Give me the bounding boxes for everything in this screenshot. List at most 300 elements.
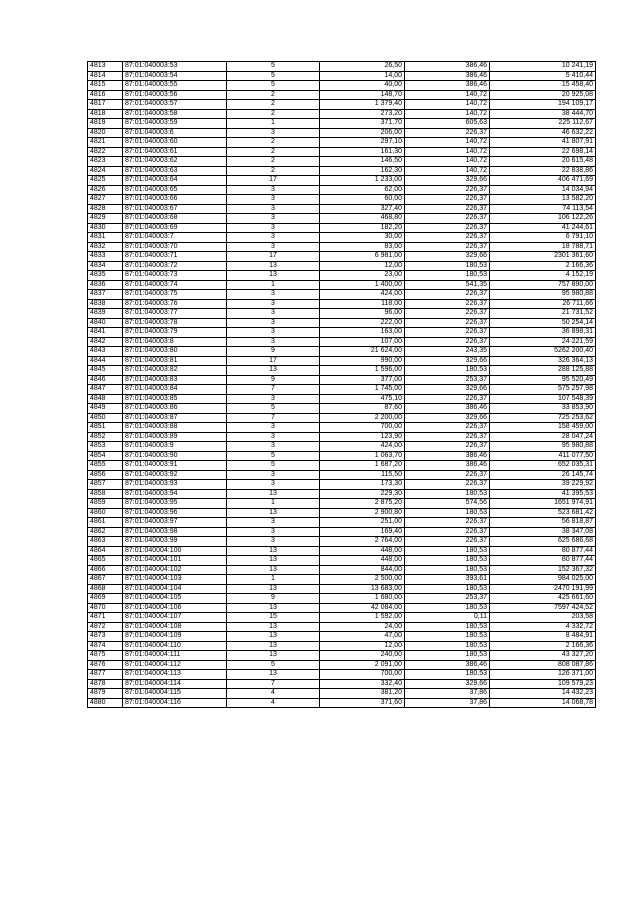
cadastral-value-cell: 22 698,14 [490, 147, 596, 157]
cadastral-value-cell: 14 034,94 [490, 185, 596, 195]
specific-value-cell: 140,72 [405, 138, 490, 148]
row-number-cell: 4849 [88, 404, 123, 414]
cadastral-value-cell: 43 327,20 [490, 651, 596, 661]
cadastral-number-cell: 87:01:040003:88 [123, 423, 227, 433]
area-cell: 240,00 [320, 651, 405, 661]
group-code-cell: 13 [227, 546, 320, 556]
area-cell: 12,00 [320, 261, 405, 271]
cadastral-value-cell: 4 152,19 [490, 271, 596, 281]
specific-value-cell: 226,37 [405, 204, 490, 214]
group-code-cell: 5 [227, 451, 320, 461]
row-number-cell: 4875 [88, 651, 123, 661]
table-row [88, 404, 596, 414]
cadastral-number-cell: 87:01:040004:108 [123, 622, 227, 632]
specific-value-cell: 393,61 [405, 575, 490, 585]
group-code-cell: 4 [227, 689, 320, 699]
cadastral-number-cell: 87:01:040003:72 [123, 261, 227, 271]
area-cell: 990,00 [320, 356, 405, 366]
specific-value-cell: 0,11 [405, 613, 490, 623]
row-number-cell: 4860 [88, 508, 123, 518]
specific-value-cell: 226,37 [405, 423, 490, 433]
area-cell: 21 624,00 [320, 347, 405, 357]
specific-value-cell: 180,53 [405, 584, 490, 594]
group-code-cell: 13 [227, 670, 320, 680]
cadastral-number-cell: 87:01:040004:103 [123, 575, 227, 585]
cadastral-number-cell: 87:01:040004:113 [123, 670, 227, 680]
group-code-cell: 3 [227, 128, 320, 138]
table-row [88, 242, 596, 252]
area-cell: 381,20 [320, 689, 405, 699]
table-row [88, 119, 596, 129]
cadastral-value-cell: 46 632,22 [490, 128, 596, 138]
area-cell: 115,50 [320, 470, 405, 480]
specific-value-cell: 180,53 [405, 603, 490, 613]
area-cell: 40,00 [320, 81, 405, 91]
cadastral-number-cell: 87:01:040003:87 [123, 413, 227, 423]
group-code-cell: 5 [227, 71, 320, 81]
table-row [88, 271, 596, 281]
group-code-cell: 13 [227, 584, 320, 594]
area-cell: 24,00 [320, 622, 405, 632]
row-number-cell: 4825 [88, 176, 123, 186]
area-cell: 700,00 [320, 670, 405, 680]
cadastral-value-cell: 7597 424,52 [490, 603, 596, 613]
specific-value-cell: 180,53 [405, 622, 490, 632]
group-code-cell: 13 [227, 632, 320, 642]
specific-value-cell: 226,37 [405, 527, 490, 537]
table-row [88, 613, 596, 623]
row-number-cell: 4878 [88, 679, 123, 689]
table-row [88, 318, 596, 328]
group-code-cell: 3 [227, 318, 320, 328]
row-number-cell: 4820 [88, 128, 123, 138]
specific-value-cell: 180,53 [405, 556, 490, 566]
cadastral-number-cell: 87:01:040004:105 [123, 594, 227, 604]
row-number-cell: 4828 [88, 204, 123, 214]
cadastral-value-cell: 20 925,08 [490, 90, 596, 100]
area-cell: 87,60 [320, 404, 405, 414]
cadastral-number-cell: 87:01:040004:115 [123, 689, 227, 699]
row-number-cell: 4856 [88, 470, 123, 480]
specific-value-cell: 140,72 [405, 157, 490, 167]
group-code-cell: 2 [227, 100, 320, 110]
table-row [88, 252, 596, 262]
cadastral-number-cell: 87:01:040003:6 [123, 128, 227, 138]
group-code-cell: 3 [227, 328, 320, 338]
group-code-cell: 5 [227, 461, 320, 471]
specific-value-cell: 243,35 [405, 347, 490, 357]
cadastral-value-cell: 95 980,88 [490, 290, 596, 300]
cadastral-value-cell: 18 788,71 [490, 242, 596, 252]
cadastral-value-cell: 158 459,00 [490, 423, 596, 433]
row-number-cell: 4835 [88, 271, 123, 281]
row-number-cell: 4872 [88, 622, 123, 632]
cadastral-number-cell: 87:01:040003:60 [123, 138, 227, 148]
cadastral-number-cell: 87:01:040003:94 [123, 489, 227, 499]
group-code-cell: 3 [227, 290, 320, 300]
specific-value-cell: 226,37 [405, 290, 490, 300]
table-row [88, 223, 596, 233]
table-row [88, 518, 596, 528]
cadastral-number-cell: 87:01:040003:96 [123, 508, 227, 518]
row-number-cell: 4876 [88, 660, 123, 670]
group-code-cell: 3 [227, 233, 320, 243]
cadastral-value-cell: 5 410,44 [490, 71, 596, 81]
group-code-cell: 3 [227, 195, 320, 205]
specific-value-cell: 226,37 [405, 242, 490, 252]
area-cell: 251,00 [320, 518, 405, 528]
row-number-cell: 4873 [88, 632, 123, 642]
group-code-cell: 3 [227, 185, 320, 195]
group-code-cell: 1 [227, 280, 320, 290]
table-row [88, 375, 596, 385]
cadastral-value-cell: 326 364,13 [490, 356, 596, 366]
area-cell: 161,30 [320, 147, 405, 157]
cadastral-value-cell: 21 731,52 [490, 309, 596, 319]
row-number-cell: 4864 [88, 546, 123, 556]
cadastral-number-cell: 87:01:040003:76 [123, 299, 227, 309]
area-cell: 1 400,00 [320, 280, 405, 290]
group-code-cell: 3 [227, 204, 320, 214]
table-row [88, 309, 596, 319]
cadastral-number-cell: 87:01:040003:55 [123, 81, 227, 91]
cadastral-value-cell: 6 791,10 [490, 233, 596, 243]
table-row [88, 204, 596, 214]
table-row [88, 280, 596, 290]
table-row [88, 698, 596, 708]
specific-value-cell: 226,37 [405, 233, 490, 243]
group-code-cell: 13 [227, 556, 320, 566]
group-code-cell: 9 [227, 347, 320, 357]
row-number-cell: 4829 [88, 214, 123, 224]
cadastral-value-cell: 8 484,91 [490, 632, 596, 642]
specific-value-cell: 226,37 [405, 480, 490, 490]
specific-value-cell: 226,37 [405, 337, 490, 347]
row-number-cell: 4871 [88, 613, 123, 623]
area-cell: 297,10 [320, 138, 405, 148]
table-body [88, 62, 596, 708]
specific-value-cell: 180,53 [405, 565, 490, 575]
cadastral-value-cell: 95 980,88 [490, 442, 596, 452]
cadastral-value-cell: 80 877,44 [490, 556, 596, 566]
specific-value-cell: 226,37 [405, 328, 490, 338]
cadastral-number-cell: 87:01:040003:7 [123, 233, 227, 243]
area-cell: 327,40 [320, 204, 405, 214]
cadastral-number-cell: 87:01:040004:111 [123, 651, 227, 661]
group-code-cell: 13 [227, 489, 320, 499]
area-cell: 844,00 [320, 565, 405, 575]
group-code-cell: 13 [227, 641, 320, 651]
row-number-cell: 4861 [88, 518, 123, 528]
table-row [88, 366, 596, 376]
area-cell: 448,00 [320, 556, 405, 566]
group-code-cell: 2 [227, 138, 320, 148]
area-cell: 2 875,20 [320, 499, 405, 509]
group-code-cell: 5 [227, 81, 320, 91]
specific-value-cell: 541,35 [405, 280, 490, 290]
table-row [88, 147, 596, 157]
specific-value-cell: 180,53 [405, 651, 490, 661]
table-row [88, 461, 596, 471]
cadastral-number-cell: 87:01:040004:107 [123, 613, 227, 623]
group-code-cell: 7 [227, 679, 320, 689]
table-row [88, 480, 596, 490]
cadastral-value-cell: 152 367,32 [490, 565, 596, 575]
group-code-cell: 13 [227, 565, 320, 575]
group-code-cell: 17 [227, 356, 320, 366]
group-code-cell: 3 [227, 309, 320, 319]
row-number-cell: 4818 [88, 109, 123, 119]
specific-value-cell: 226,37 [405, 223, 490, 233]
row-number-cell: 4847 [88, 385, 123, 395]
cadastral-number-cell: 87:01:040004:102 [123, 565, 227, 575]
row-number-cell: 4813 [88, 62, 123, 72]
table-row [88, 537, 596, 547]
specific-value-cell: 226,37 [405, 128, 490, 138]
group-code-cell: 4 [227, 698, 320, 708]
cadastral-value-table [87, 61, 596, 708]
cadastral-value-cell: 1651 974,91 [490, 499, 596, 509]
area-cell: 424,00 [320, 442, 405, 452]
area-cell: 2 900,80 [320, 508, 405, 518]
row-number-cell: 4842 [88, 337, 123, 347]
area-cell: 468,80 [320, 214, 405, 224]
table-row [88, 660, 596, 670]
cadastral-number-cell: 87:01:040003:8 [123, 337, 227, 347]
row-number-cell: 4837 [88, 290, 123, 300]
cadastral-number-cell: 87:01:040004:106 [123, 603, 227, 613]
cadastral-number-cell: 87:01:040003:9 [123, 442, 227, 452]
row-number-cell: 4858 [88, 489, 123, 499]
specific-value-cell: 140,72 [405, 90, 490, 100]
table-row [88, 347, 596, 357]
area-cell: 332,40 [320, 679, 405, 689]
table-row [88, 632, 596, 642]
table-row [88, 299, 596, 309]
group-code-cell: 7 [227, 413, 320, 423]
group-code-cell: 2 [227, 157, 320, 167]
area-cell: 42 084,00 [320, 603, 405, 613]
row-number-cell: 4822 [88, 147, 123, 157]
group-code-cell: 2 [227, 166, 320, 176]
cadastral-number-cell: 87:01:040003:80 [123, 347, 227, 357]
group-code-cell: 13 [227, 366, 320, 376]
cadastral-value-cell: 5262 200,40 [490, 347, 596, 357]
cadastral-number-cell: 87:01:040003:67 [123, 204, 227, 214]
cadastral-number-cell: 87:01:040004:104 [123, 584, 227, 594]
row-number-cell: 4836 [88, 280, 123, 290]
area-cell: 47,00 [320, 632, 405, 642]
cadastral-number-cell: 87:01:040003:73 [123, 271, 227, 281]
area-cell: 173,30 [320, 480, 405, 490]
cadastral-value-cell: 2 166,36 [490, 641, 596, 651]
row-number-cell: 4845 [88, 366, 123, 376]
cadastral-value-cell: 22 838,86 [490, 166, 596, 176]
table-row [88, 546, 596, 556]
cadastral-number-cell: 87:01:040003:98 [123, 527, 227, 537]
cadastral-number-cell: 87:01:040003:71 [123, 252, 227, 262]
table-row [88, 157, 596, 167]
cadastral-value-cell: 808 087,86 [490, 660, 596, 670]
group-code-cell: 15 [227, 613, 320, 623]
specific-value-cell: 226,37 [405, 309, 490, 319]
group-code-cell: 2 [227, 109, 320, 119]
cadastral-number-cell: 87:01:040003:59 [123, 119, 227, 129]
table-row [88, 328, 596, 338]
table-row [88, 176, 596, 186]
specific-value-cell: 180,53 [405, 271, 490, 281]
row-number-cell: 4815 [88, 81, 123, 91]
table-row [88, 385, 596, 395]
group-code-cell: 13 [227, 271, 320, 281]
specific-value-cell: 180,53 [405, 261, 490, 271]
group-code-cell: 9 [227, 375, 320, 385]
table-row [88, 71, 596, 81]
row-number-cell: 4840 [88, 318, 123, 328]
area-cell: 1 680,00 [320, 594, 405, 604]
row-number-cell: 4853 [88, 442, 123, 452]
cadastral-value-cell: 41 807,91 [490, 138, 596, 148]
cadastral-number-cell: 87:01:040003:77 [123, 309, 227, 319]
row-number-cell: 4867 [88, 575, 123, 585]
cadastral-value-cell: 109 579,23 [490, 679, 596, 689]
cadastral-number-cell: 87:01:040003:70 [123, 242, 227, 252]
cadastral-number-cell: 87:01:040003:65 [123, 185, 227, 195]
cadastral-value-cell: 38 444,70 [490, 109, 596, 119]
row-number-cell: 4817 [88, 100, 123, 110]
table-row [88, 214, 596, 224]
row-number-cell: 4879 [88, 689, 123, 699]
area-cell: 1 687,20 [320, 461, 405, 471]
table-row [88, 195, 596, 205]
cadastral-number-cell: 87:01:040003:92 [123, 470, 227, 480]
specific-value-cell: 605,63 [405, 119, 490, 129]
table-row [88, 290, 596, 300]
cadastral-number-cell: 87:01:040003:66 [123, 195, 227, 205]
cadastral-value-cell: 2470 191,99 [490, 584, 596, 594]
specific-value-cell: 180,53 [405, 641, 490, 651]
row-number-cell: 4863 [88, 537, 123, 547]
table-row [88, 423, 596, 433]
area-cell: 182,20 [320, 223, 405, 233]
cadastral-value-cell: 757 890,00 [490, 280, 596, 290]
row-number-cell: 4823 [88, 157, 123, 167]
row-number-cell: 4832 [88, 242, 123, 252]
area-cell: 2 200,00 [320, 413, 405, 423]
area-cell: 1 745,00 [320, 385, 405, 395]
cadastral-number-cell: 87:01:040003:61 [123, 147, 227, 157]
cadastral-value-cell: 984 025,00 [490, 575, 596, 585]
table-row [88, 138, 596, 148]
group-code-cell: 3 [227, 299, 320, 309]
cadastral-number-cell: 87:01:040003:82 [123, 366, 227, 376]
specific-value-cell: 226,37 [405, 318, 490, 328]
group-code-cell: 1 [227, 119, 320, 129]
specific-value-cell: 329,66 [405, 385, 490, 395]
group-code-cell: 13 [227, 508, 320, 518]
specific-value-cell: 386,46 [405, 81, 490, 91]
row-number-cell: 4880 [88, 698, 123, 708]
cadastral-value-cell: 28 047,24 [490, 432, 596, 442]
table-row [88, 81, 596, 91]
cadastral-number-cell: 87:01:040003:78 [123, 318, 227, 328]
table-row [88, 499, 596, 509]
table-row [88, 470, 596, 480]
area-cell: 206,00 [320, 128, 405, 138]
specific-value-cell: 180,53 [405, 546, 490, 556]
row-number-cell: 4834 [88, 261, 123, 271]
group-code-cell: 3 [227, 518, 320, 528]
group-code-cell: 5 [227, 404, 320, 414]
cadastral-number-cell: 87:01:040004:112 [123, 660, 227, 670]
row-number-cell: 4846 [88, 375, 123, 385]
specific-value-cell: 386,46 [405, 461, 490, 471]
specific-value-cell: 180,53 [405, 670, 490, 680]
table-row [88, 233, 596, 243]
cadastral-value-cell: 4 332,72 [490, 622, 596, 632]
specific-value-cell: 329,66 [405, 252, 490, 262]
cadastral-number-cell: 87:01:040003:56 [123, 90, 227, 100]
cadastral-number-cell: 87:01:040003:86 [123, 404, 227, 414]
group-code-cell: 17 [227, 252, 320, 262]
group-code-cell: 3 [227, 442, 320, 452]
cadastral-value-cell: 106 122,26 [490, 214, 596, 224]
cadastral-number-cell: 87:01:040004:101 [123, 556, 227, 566]
cadastral-value-cell: 50 254,14 [490, 318, 596, 328]
row-number-cell: 4824 [88, 166, 123, 176]
cadastral-number-cell: 87:01:040003:54 [123, 71, 227, 81]
table-row [88, 442, 596, 452]
area-cell: 96,00 [320, 309, 405, 319]
specific-value-cell: 226,37 [405, 442, 490, 452]
cadastral-value-cell: 107 548,39 [490, 394, 596, 404]
cadastral-number-cell: 87:01:040003:57 [123, 100, 227, 110]
cadastral-value-cell: 10 241,19 [490, 62, 596, 72]
cadastral-value-cell: 523 681,42 [490, 508, 596, 518]
group-code-cell: 5 [227, 62, 320, 72]
table-row [88, 109, 596, 119]
table-row [88, 556, 596, 566]
table-row [88, 527, 596, 537]
cadastral-value-cell: 13 582,20 [490, 195, 596, 205]
table-row [88, 594, 596, 604]
group-code-cell: 7 [227, 385, 320, 395]
cadastral-number-cell: 87:01:040003:69 [123, 223, 227, 233]
area-cell: 377,00 [320, 375, 405, 385]
table-row [88, 565, 596, 575]
cadastral-number-cell: 87:01:040003:62 [123, 157, 227, 167]
cadastral-number-cell: 87:01:040003:95 [123, 499, 227, 509]
table-row [88, 394, 596, 404]
cadastral-value-cell: 2301 361,60 [490, 252, 596, 262]
area-cell: 83,00 [320, 242, 405, 252]
specific-value-cell: 37,86 [405, 689, 490, 699]
specific-value-cell: 386,46 [405, 71, 490, 81]
table-row [88, 90, 596, 100]
specific-value-cell: 329,66 [405, 356, 490, 366]
specific-value-cell: 226,37 [405, 432, 490, 442]
specific-value-cell: 226,37 [405, 185, 490, 195]
table-row [88, 689, 596, 699]
specific-value-cell: 140,72 [405, 166, 490, 176]
row-number-cell: 4839 [88, 309, 123, 319]
area-cell: 1 379,40 [320, 100, 405, 110]
area-cell: 1 233,00 [320, 176, 405, 186]
row-number-cell: 4833 [88, 252, 123, 262]
row-number-cell: 4844 [88, 356, 123, 366]
table-row [88, 575, 596, 585]
group-code-cell: 3 [227, 480, 320, 490]
